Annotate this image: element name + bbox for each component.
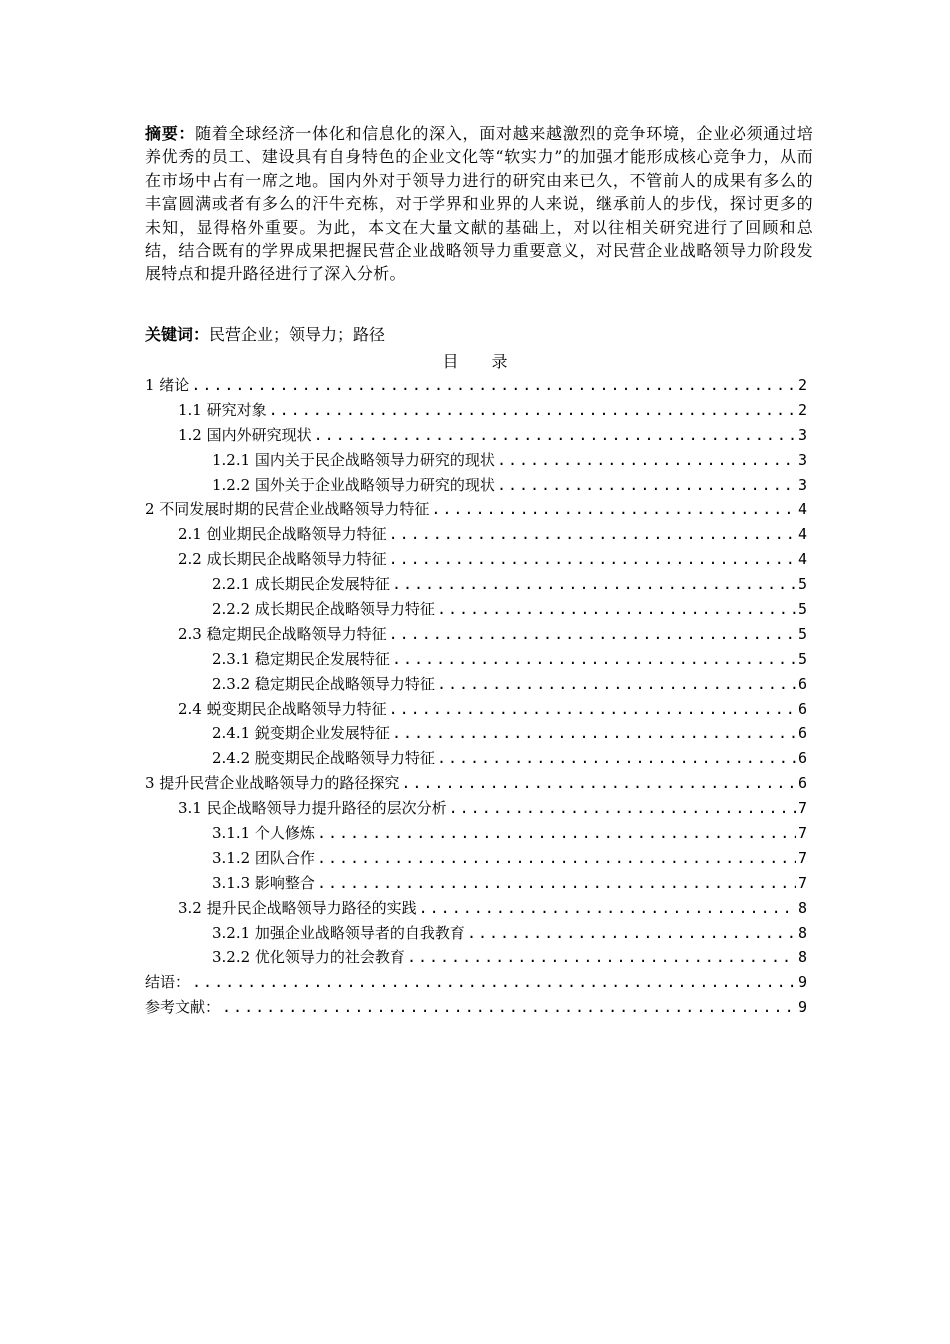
- toc-leader-dots: [392, 721, 796, 746]
- toc-leader-dots: [407, 945, 796, 970]
- toc-entry-page: 6: [797, 699, 807, 718]
- toc-entry-page: 6: [797, 774, 807, 793]
- toc-entry-page: 3: [797, 475, 807, 494]
- toc-entry[interactable]: [145, 945, 807, 970]
- toc-entry[interactable]: [145, 721, 807, 746]
- toc-entry-title: 参考文献：: [145, 998, 221, 1017]
- toc-entry-title: 结语：: [145, 973, 191, 992]
- toc-entry-title: 1.2.1 国内关于民企战略领导力研究的现状: [212, 450, 495, 469]
- toc-entry-page: 4: [797, 550, 807, 569]
- toc-entry[interactable]: [145, 398, 807, 423]
- toc-entry-title: 3.1 民企战略领导力提升路径的层次分析: [178, 799, 447, 818]
- toc-leader-dots: [401, 771, 796, 796]
- toc-entry-page: 7: [797, 848, 807, 867]
- toc-entry-page: 7: [797, 824, 807, 843]
- toc-entry-page: 4: [797, 500, 807, 519]
- toc-entry[interactable]: [145, 622, 807, 647]
- abstract-paragraph: [145, 122, 813, 286]
- toc-leader-dots: [467, 921, 796, 946]
- toc-entry-page: 6: [797, 724, 807, 743]
- toc-entry-page: 9: [797, 973, 807, 992]
- toc-entry-title: 3.1.2 团队合作: [212, 848, 315, 867]
- toc-entry[interactable]: [145, 497, 807, 522]
- toc-entry-title: 3.2.1 加强企业战略领导者的自我教育: [212, 923, 465, 942]
- toc-entry-title: 2.4 蜕变期民企战略领导力特征: [178, 699, 387, 718]
- toc-entry-title: 2.1 创业期民企战略领导力特征: [178, 525, 387, 544]
- toc-entry-title: 1.1 研究对象: [178, 400, 267, 419]
- toc-leader-dots: [449, 796, 796, 821]
- toc-entry-page: 7: [797, 873, 807, 892]
- toc-leader-dots: [497, 448, 796, 473]
- toc-leader-dots: [192, 970, 796, 995]
- toc-leader-dots: [191, 373, 796, 398]
- toc-entry-page: 5: [797, 575, 807, 594]
- toc-entry[interactable]: [145, 970, 807, 995]
- toc-leader-dots: [389, 622, 796, 647]
- toc-entry[interactable]: [145, 647, 807, 672]
- toc-entry[interactable]: [145, 821, 807, 846]
- toc-entry-title: 2.4.2 脱变期民企战略领导力特征: [212, 749, 435, 768]
- keywords-text: 民营企业；领导力；路径: [209, 325, 386, 344]
- toc-entry[interactable]: [145, 572, 807, 597]
- toc-entry[interactable]: [145, 846, 807, 871]
- toc-entry-page: 3: [797, 450, 807, 469]
- toc-entry-title: 2.3 稳定期民企战略领导力特征: [178, 624, 387, 643]
- toc-leader-dots: [437, 672, 796, 697]
- toc-entry-page: 8: [797, 898, 807, 917]
- toc-entry-title: 2 不同发展时期的民营企业战略领导力特征: [145, 500, 430, 519]
- keywords-label: 关键词：: [145, 325, 210, 344]
- toc-entry-title: 2.2.2 成长期民企战略领导力特征: [212, 600, 435, 619]
- toc-entry-page: 2: [797, 400, 807, 419]
- toc-entry-page: 9: [797, 998, 807, 1017]
- toc-leader-dots: [389, 547, 796, 572]
- toc-entry-title: 3.1.1 个人修炼: [212, 824, 315, 843]
- toc-entry-title: 3.2.2 优化领导力的社会教育: [212, 948, 405, 967]
- toc-leader-dots: [222, 995, 796, 1020]
- toc-entry-page: 2: [797, 376, 807, 394]
- toc-leader-dots: [269, 398, 796, 423]
- toc-leader-dots: [314, 423, 796, 448]
- toc-entry[interactable]: [145, 771, 807, 796]
- toc-entry[interactable]: [145, 423, 807, 448]
- toc-entry[interactable]: [145, 871, 807, 896]
- toc-entry-title: 3 提升民营企业战略领导力的路径探究: [145, 774, 400, 793]
- toc-title: 目 录: [442, 352, 522, 371]
- toc-leader-dots: [431, 497, 796, 522]
- toc-entry-title: 2.3.2 稳定期民企战略领导力特征: [212, 674, 435, 693]
- toc-entry-page: 3: [797, 425, 807, 444]
- toc-entry-page: 8: [797, 923, 807, 942]
- abstract-text: 随着全球经济一体化和信息化的深入，面对越来越激烈的竞争环境，企业必须通过培养优秀的员工、建设具有自身特色的企业文化等“软实力”的加强才能形成核心竞争力，从而在市场中占有一席之地。国内外对于领导力进行的研究由来已久，不管前人的成果有多么的丰富圆满或者有多么的汗牛充栋，对于学界和业界的人来说，继承前人的步伐，探讨更多的未知，显得格外重要。为此，本文在大量文献的基础上，对以往相关研究进行了回顾和总结，结合既有的学界成果把握民营企业战略领导力重要意义，对民营企业战略领导力阶段发展特点和提升路径进行了深入分析。: [145, 124, 813, 284]
- toc-entry[interactable]: [145, 473, 807, 498]
- toc-entry-title: 2.3.1 稳定期民企发展特征: [212, 649, 390, 668]
- toc-entry-title: 2.2.1 成长期民企发展特征: [212, 575, 390, 594]
- toc-entry-page: 5: [797, 649, 807, 668]
- toc-entry-page: 4: [797, 525, 807, 544]
- toc-entry[interactable]: [145, 896, 807, 921]
- toc-leader-dots: [389, 522, 796, 547]
- toc-entry-title: 2.4.1 鋭变期企业发展特征: [212, 724, 390, 743]
- toc-entry-title: 1 绪论: [145, 376, 190, 394]
- toc-leader-dots: [437, 597, 796, 622]
- toc-leader-dots: [389, 697, 796, 722]
- table-of-contents: [145, 373, 807, 1020]
- toc-entry-title: 3.2 提升民企战略领导力路径的实践: [178, 898, 417, 917]
- toc-entry-title: 2.2 成长期民企战略领导力特征: [178, 550, 387, 569]
- toc-entry-page: 5: [797, 624, 807, 643]
- toc-entry-page: 7: [797, 799, 807, 818]
- toc-entry[interactable]: [145, 448, 807, 473]
- toc-entry[interactable]: [145, 672, 807, 697]
- toc-leader-dots: [497, 473, 796, 498]
- toc-entry[interactable]: [145, 373, 807, 398]
- toc-entry[interactable]: [145, 796, 807, 821]
- toc-entry[interactable]: [145, 597, 807, 622]
- toc-leader-dots: [419, 896, 796, 921]
- toc-entry[interactable]: [145, 522, 807, 547]
- toc-entry[interactable]: [145, 921, 807, 946]
- toc-leader-dots: [317, 871, 796, 896]
- toc-leader-dots: [437, 746, 796, 771]
- toc-entry-page: 6: [797, 674, 807, 693]
- toc-entry[interactable]: [145, 697, 807, 722]
- toc-leader-dots: [317, 846, 796, 871]
- toc-entry-page: 6: [797, 749, 807, 768]
- toc-entry-title: 3.1.3 影响整合: [212, 873, 315, 892]
- toc-entry[interactable]: [145, 547, 807, 572]
- toc-leader-dots: [392, 572, 796, 597]
- toc-entry[interactable]: [145, 995, 807, 1020]
- toc-entry[interactable]: [145, 746, 807, 771]
- keywords-line: [145, 323, 385, 347]
- toc-leader-dots: [392, 647, 796, 672]
- toc-entry-title: 1.2 国内外研究现状: [178, 425, 312, 444]
- toc-leader-dots: [317, 821, 796, 846]
- toc-entry-title: 1.2.2 国外关于企业战略领导力研究的现状: [212, 475, 495, 494]
- toc-entry-page: 5: [797, 600, 807, 619]
- toc-entry-page: 8: [797, 948, 807, 967]
- abstract-label: 摘要：: [145, 124, 196, 143]
